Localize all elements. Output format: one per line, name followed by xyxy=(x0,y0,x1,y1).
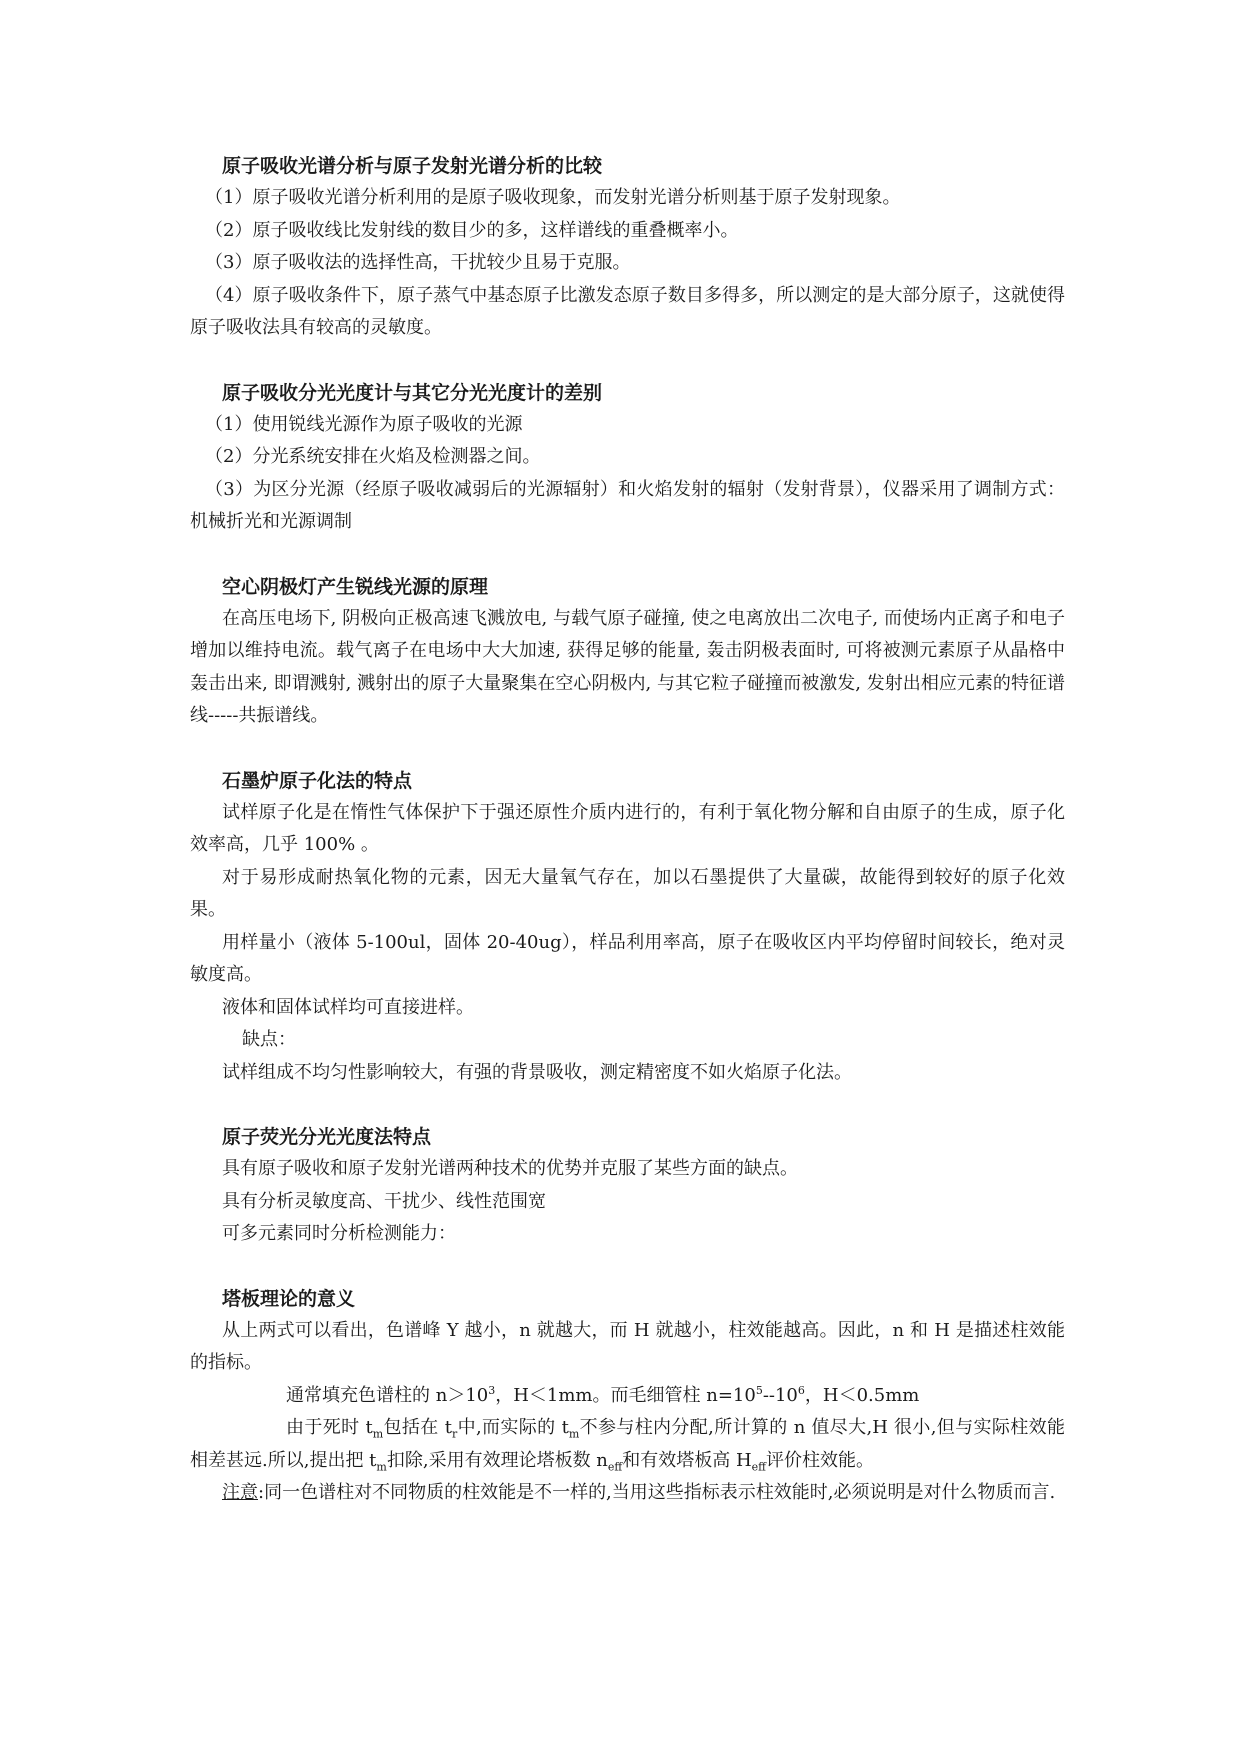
paragraph: （4）原子吸收条件下，原子蒸气中基态原子比激发态原子数目多得多，所以测定的是大部分原子，这就使得原子吸收法具有较高的灵敏度。 xyxy=(190,284,1065,338)
paragraph: 在高压电场下, 阴极向正极高速飞溅放电, 与载气原子碰撞, 使之电离放出二次电子, 而使场内正离子和电子增加以维持电流。载气离子在电场中大大加速, 获得足够的能量, 轰击阴极表面时, 可将被测元素原子从晶格中轰击出来, 即谓溅射, 溅射出的原子大量聚集在空心阴极内, 与其它粒子碰撞而被激发, 发射出相应元素的特征谱线-----共振谱线。 xyxy=(190,607,1065,726)
paragraph: 具有原子吸收和原子发射光谱两种技术的优势并克服了某些方面的缺点。 xyxy=(222,1158,798,1179)
note-label: 注意 xyxy=(222,1482,258,1503)
paragraph xyxy=(190,1477,1065,1510)
section-atomic-fluorescence xyxy=(190,1121,1065,1251)
section-hollow-cathode-lamp xyxy=(190,571,1065,733)
paragraph: 试样原子化是在惰性气体保护下于强还原性介质内进行的，有利于氧化物分解和自由原子的生成，原子化效率高，几乎 100% 。 xyxy=(190,801,1065,855)
paragraph: （1）原子吸收光谱分析利用的是原子吸收现象，而发射光谱分析则基于原子发射现象。 xyxy=(205,187,901,208)
section-graphite-furnace xyxy=(190,765,1065,1090)
text-run: --10 xyxy=(762,1384,798,1406)
text-run: :同一色谱柱对不同物质的柱效能是不一样的,当用这些指标表示柱效能时,必须说明是对什么物质而言. xyxy=(258,1482,1056,1503)
subscript: m xyxy=(376,1460,387,1474)
paragraph: （3）为区分光源（经原子吸收减弱后的光源辐射）和火焰发射的辐射（发射背景），仪器采用了调制方式：机械折光和光源调制 xyxy=(190,478,1065,532)
subscript: m xyxy=(568,1427,580,1441)
text-run: 评价柱效能。 xyxy=(765,1449,874,1471)
section-heading: 塔板理论的意义 xyxy=(222,1287,356,1310)
text-run: ，H＜0.5mm xyxy=(804,1384,920,1406)
subscript: eff xyxy=(751,1460,766,1474)
superscript: 5 xyxy=(755,1383,763,1397)
subscript: eff xyxy=(607,1460,623,1474)
superscript: 3 xyxy=(488,1383,496,1397)
text-run: 通常填充色谱柱的 n＞10 xyxy=(286,1384,489,1406)
section-heading: 原子吸收光谱分析与原子发射光谱分析的比较 xyxy=(222,155,603,177)
paragraph: 试样组成不均匀性影响较大，有强的背景吸收，测定精密度不如火焰原子化法。 xyxy=(222,1061,852,1083)
section-heading: 原子荧光分光光度法特点 xyxy=(222,1126,432,1148)
paragraph: 从上两式可以看出，色谱峰 Y 越小，n 就越大，而 H 就越小，柱效能越高。因此，n 和 H 是描述柱效能的指标。 xyxy=(190,1319,1065,1373)
paragraph: （1）使用锐线光源作为原子吸收的光源 xyxy=(205,413,523,435)
paragraph xyxy=(190,1380,1065,1413)
text-run: 扣除,采用有效理论塔板数 n xyxy=(386,1449,608,1471)
paragraph: 用样量小（液体 5-100ul，固体 20-40ug），样品利用率高，原子在吸收区内平均停留时间较长，绝对灵敏度高。 xyxy=(190,931,1065,985)
text-run: 不参与柱内分配,所计算的 n 值尽大,H 很小,但与实际柱效能相差甚远.所以,提出把 t xyxy=(190,1417,1065,1471)
text-run: 由于死时 t xyxy=(286,1417,373,1438)
paragraph: （3）原子吸收法的选择性高，干扰较少且易于克服。 xyxy=(205,252,631,273)
paragraph: 缺点： xyxy=(242,1029,296,1050)
section-aas-vs-aes xyxy=(190,150,1065,345)
paragraph: 液体和固体试样均可直接进样。 xyxy=(222,996,474,1018)
paragraph: （2）原子吸收线比发射线的数目少的多，这样谱线的重叠概率小。 xyxy=(205,219,739,241)
paragraph: （2）分光系统安排在火焰及检测器之间。 xyxy=(205,446,541,467)
paragraph: 具有分析灵敏度高、干扰少、线性范围宽 xyxy=(222,1190,546,1212)
section-heading: 空心阴极灯产生锐线光源的原理 xyxy=(222,575,489,598)
document-page xyxy=(190,150,1065,1542)
paragraph: 对于易形成耐热氧化物的元素，因无大量氧气存在，加以石墨提供了大量碳，故能得到较好的原子化效果。 xyxy=(190,866,1065,920)
section-heading: 原子吸收分光光度计与其它分光光度计的差别 xyxy=(222,381,603,404)
text-run: 中,而实际的 t xyxy=(457,1417,569,1438)
superscript: 6 xyxy=(797,1383,805,1397)
text-run: 和有效塔板高 H xyxy=(622,1449,752,1471)
section-plate-theory xyxy=(190,1283,1065,1510)
paragraph xyxy=(190,1412,1065,1477)
subscript: r xyxy=(451,1427,458,1441)
paragraph: 可多元素同时分析检测能力： xyxy=(222,1223,456,1244)
section-heading: 石墨炉原子化法的特点 xyxy=(222,769,413,792)
section-spectrophotometer-difference xyxy=(190,377,1065,539)
text-run: 包括在 t xyxy=(383,1417,452,1438)
text-run: ，H＜1mm。而毛细管柱 n=10 xyxy=(495,1384,756,1406)
subscript: m xyxy=(372,1427,384,1441)
